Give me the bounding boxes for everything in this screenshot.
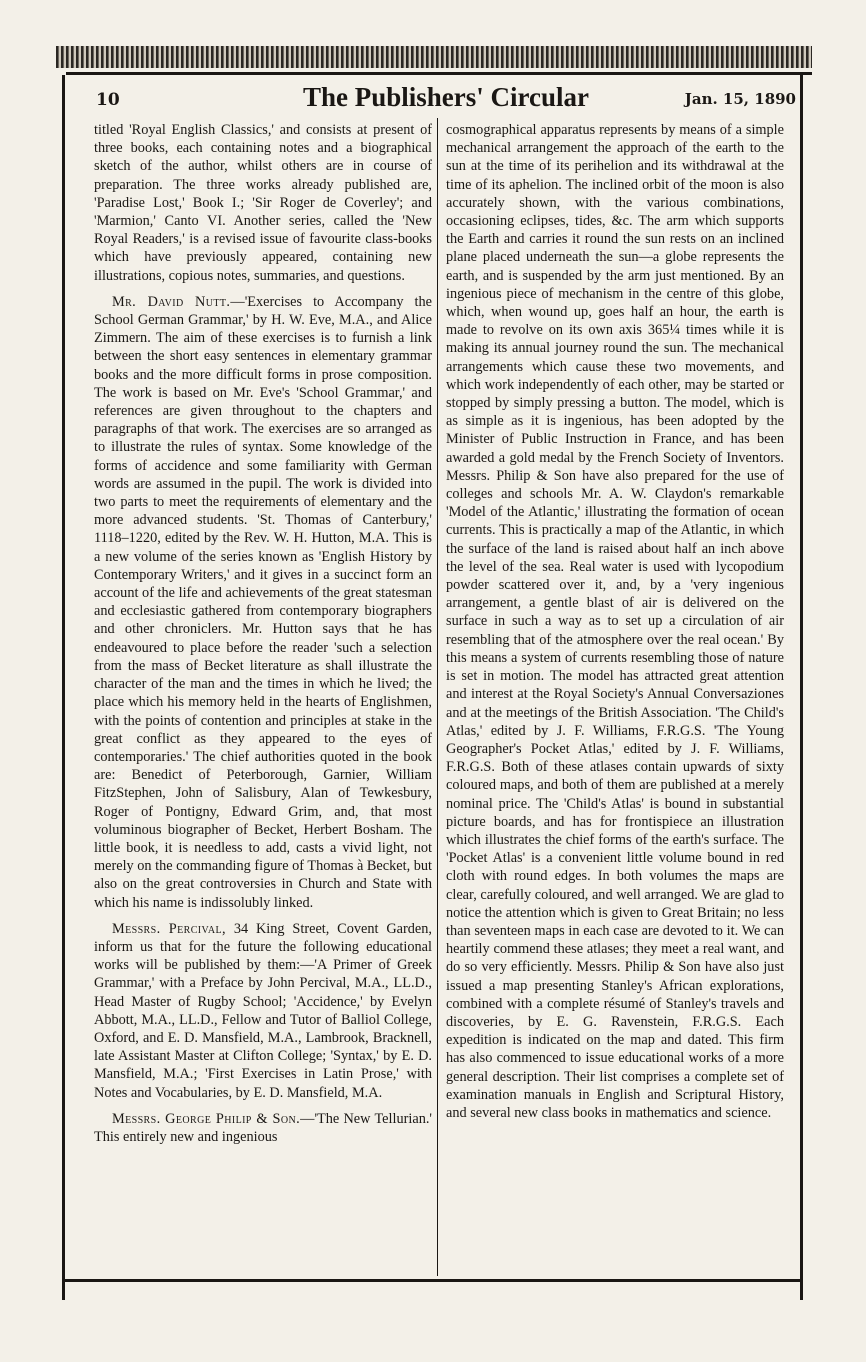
- article-paragraph: cosmographical apparatus represents by means of a simple mechanical arrangement the approach of the earth to the sun at the time of its perihelion and its withdrawal at the time of its aphelion. The inclined orbit of the moon is also accurately shown, with the various combinations, occasioning eclipses, tides, &c. The arm which supports the Earth and carries it round the sun rests on an inclined plane placed underneath the sun—a globe represents the earth, and is suspended by the arm just mentioned. By an ingenious piece of mechanism in the centre of this globe, which, when wound up, goes half an hour, the earth is made to revolve on its own axis 365¼ times while it is making its annual journey round the sun. The mechanical arrangements which cause these two movements, and which work independently of each other, may be started or stopped by simply pressing a button. The model, which is as simple as it is ingenious, has been adopted by the Minister of Public Instruction in France, and has been awarded a gold medal by the French Society of Inventors. Messrs. Philip & Son have also prepared for the use of colleges and schools Mr. A. W. Claydon's remarkable 'Model of the Atlantic,' illustrating the formation of ocean currents. This is practically a map of the Atlantic, in which the surface of the land is raised about half an inch above the level of the sea. Real water is used with lycopodium powder scattered over it, and, by a 'very ingenious arrangement, a gentle blast of air is delivered on the surface in such a way as to set up a circulation of air resembling that of the atmosphere over the real ocean.' By this means a system of currents resembling those of nature is set in motion. The model has attracted great attention and interest at the Royal Society's Annual Conversaziones and at the meetings of the British Association. 'The Child's Atlas,' edited by J. F. Williams, F.R.G.S. 'The Young Geographer's Pocket Atlas,' edited by J. F. Williams, F.R.G.S. Both of these atlases contain upwards of sixty coloured maps, and both of them are published at a merely nominal price. The 'Child's Atlas' is bound in substantial picture boards, and has for frontispiece an illustration which illustrates the chief forms of the earth's surface. The 'Pocket Atlas' is a convenient little volume bound in red cloth with round edges. In both volumes the maps are clear, carefully coloured, and well arranged. We are glad to notice the attention which is given to Great Britain; no less than seventeen maps in each case are devoted to it. We can heartily commend these atlases; they meet a real want, and do so very efficiently. Messrs. Philip & Son have also just issued a map presenting Stanley's African explorations, combined with a complete résumé of Stanley's travels and discoveries, by E. G. Ravenstein, F.R.G.S. Each expedition is indicated on the map and dated. This firm has also commenced to issue educational works of a more general description. Their list comprises a complete set of examination manuals in English and Scriptural History, and several new class books in mathematics and science.: [446, 122, 784, 1121]
- left-column: [94, 121, 432, 1281]
- publisher-name: Messrs. Percival,: [112, 920, 226, 937]
- publisher-name: Mr. David Nutt.: [112, 293, 231, 310]
- article-paragraph: Mr. David Nutt.—'Exercises to Accompany the School German Grammar,' by H. W. Eve, M.A., and Alice Zimmern. The aim of these exercises is to furnish a link between the short easy sentences in elementary grammar books and the more difficult forms in prose composition. The work is based on Mr. Eve's 'School Grammar,' and references are given throughout to the chapters and paragraphs of that work. The exercises are so arranged as to illustrate the rules of syntax. Some knowledge of the forms of accidence and some familiarity with German words are assumed in the pupil. The work is divided into two parts to meet the requirements of elementary and the more advanced students. 'St. Thomas of Canterbury,' 1118–1220, edited by the Rev. W. H. Hutton, M.A. This is a new volume of the series known as 'English History by Contemporary Writers,' and it gives in a succinct form an account of the life and achievements of the great statesman and ecclesiastic gathered from contemporary biographers and other chroniclers. Mr. Hutton says that he has endeavoured to place before the reader 'such a selection from the mass of Becket literature as shall illustrate the character of the man and the times in which he lived; the place which his memory held in the hearts of Englishmen, with the points of contention and principles at stake in the great conflict as they appeared to the eyes of contemporaries.' The chief authorities quoted in the book are: Benedict of Peterborough, Garnier, William FitzStephen, John of Salisbury, Alan of Tewkesbury, Roger of Pontigny, Edward Grim, and, that most voluminous biographer of Becket, Herbert Bosham. The little book, it is needless to add, casts a vivid light, not merely on the commanding figure of Thomas à Becket, but also on the great controversies in Church and State with which his name is indissolubly linked.: [94, 293, 432, 911]
- right-column: [446, 121, 784, 1281]
- publisher-name: Messrs. George Philip & Son.: [112, 1110, 301, 1127]
- article-paragraph: titled 'Royal English Classics,' and consists at present of three books, each containing notes and a biographical sketch of the author, whilst others are in course of preparation. The three works already published are, 'Paradise Lost,' Book I.; 'Sir Roger de Coverley'; and 'Marmion,' Canto VI. Another series, called the 'New Royal Readers,' is a revised issue of favourite class-books which have previously appeared, containing new illustrations, copious notes, summaries, and questions.: [94, 122, 432, 284]
- decorative-top-border: [56, 46, 812, 68]
- right-margin-rule: [800, 75, 803, 1300]
- left-margin-rule: [62, 75, 65, 1300]
- journal-title: The Publishers' Circular: [302, 82, 590, 112]
- article-paragraph: Messrs. George Philip & Son.—'The New Tellurian.' This entirely new and ingenious: [94, 1110, 432, 1145]
- page-header: [96, 80, 796, 114]
- column-divider: [437, 118, 438, 1276]
- header-rule: [66, 72, 812, 75]
- issue-date: Jan. 15, 1890: [684, 90, 796, 108]
- footer-rule: [62, 1279, 802, 1282]
- page-number: 10: [96, 90, 120, 110]
- article-paragraph: Messrs. Percival, 34 King Street, Covent Garden, inform us that for the future the following educational works will be published by them:—'A Primer of Greek Grammar,' with a Preface by John Percival, M.A., LL.D., Head Master of Rugby School; 'Accidence,' by Evelyn Abbott, M.A., LL.D., Fellow and Tutor of Balliol College, Oxford, and E. D. Mansfield, M.A., Lambrook, Bracknell, late Assistant Master at Clifton College; 'Syntax,' by E. D. Mansfield, M.A.; 'First Exercises in Latin Prose,' with Notes and Vocabularies, by E. D. Mansfield, M.A.: [94, 920, 432, 1101]
